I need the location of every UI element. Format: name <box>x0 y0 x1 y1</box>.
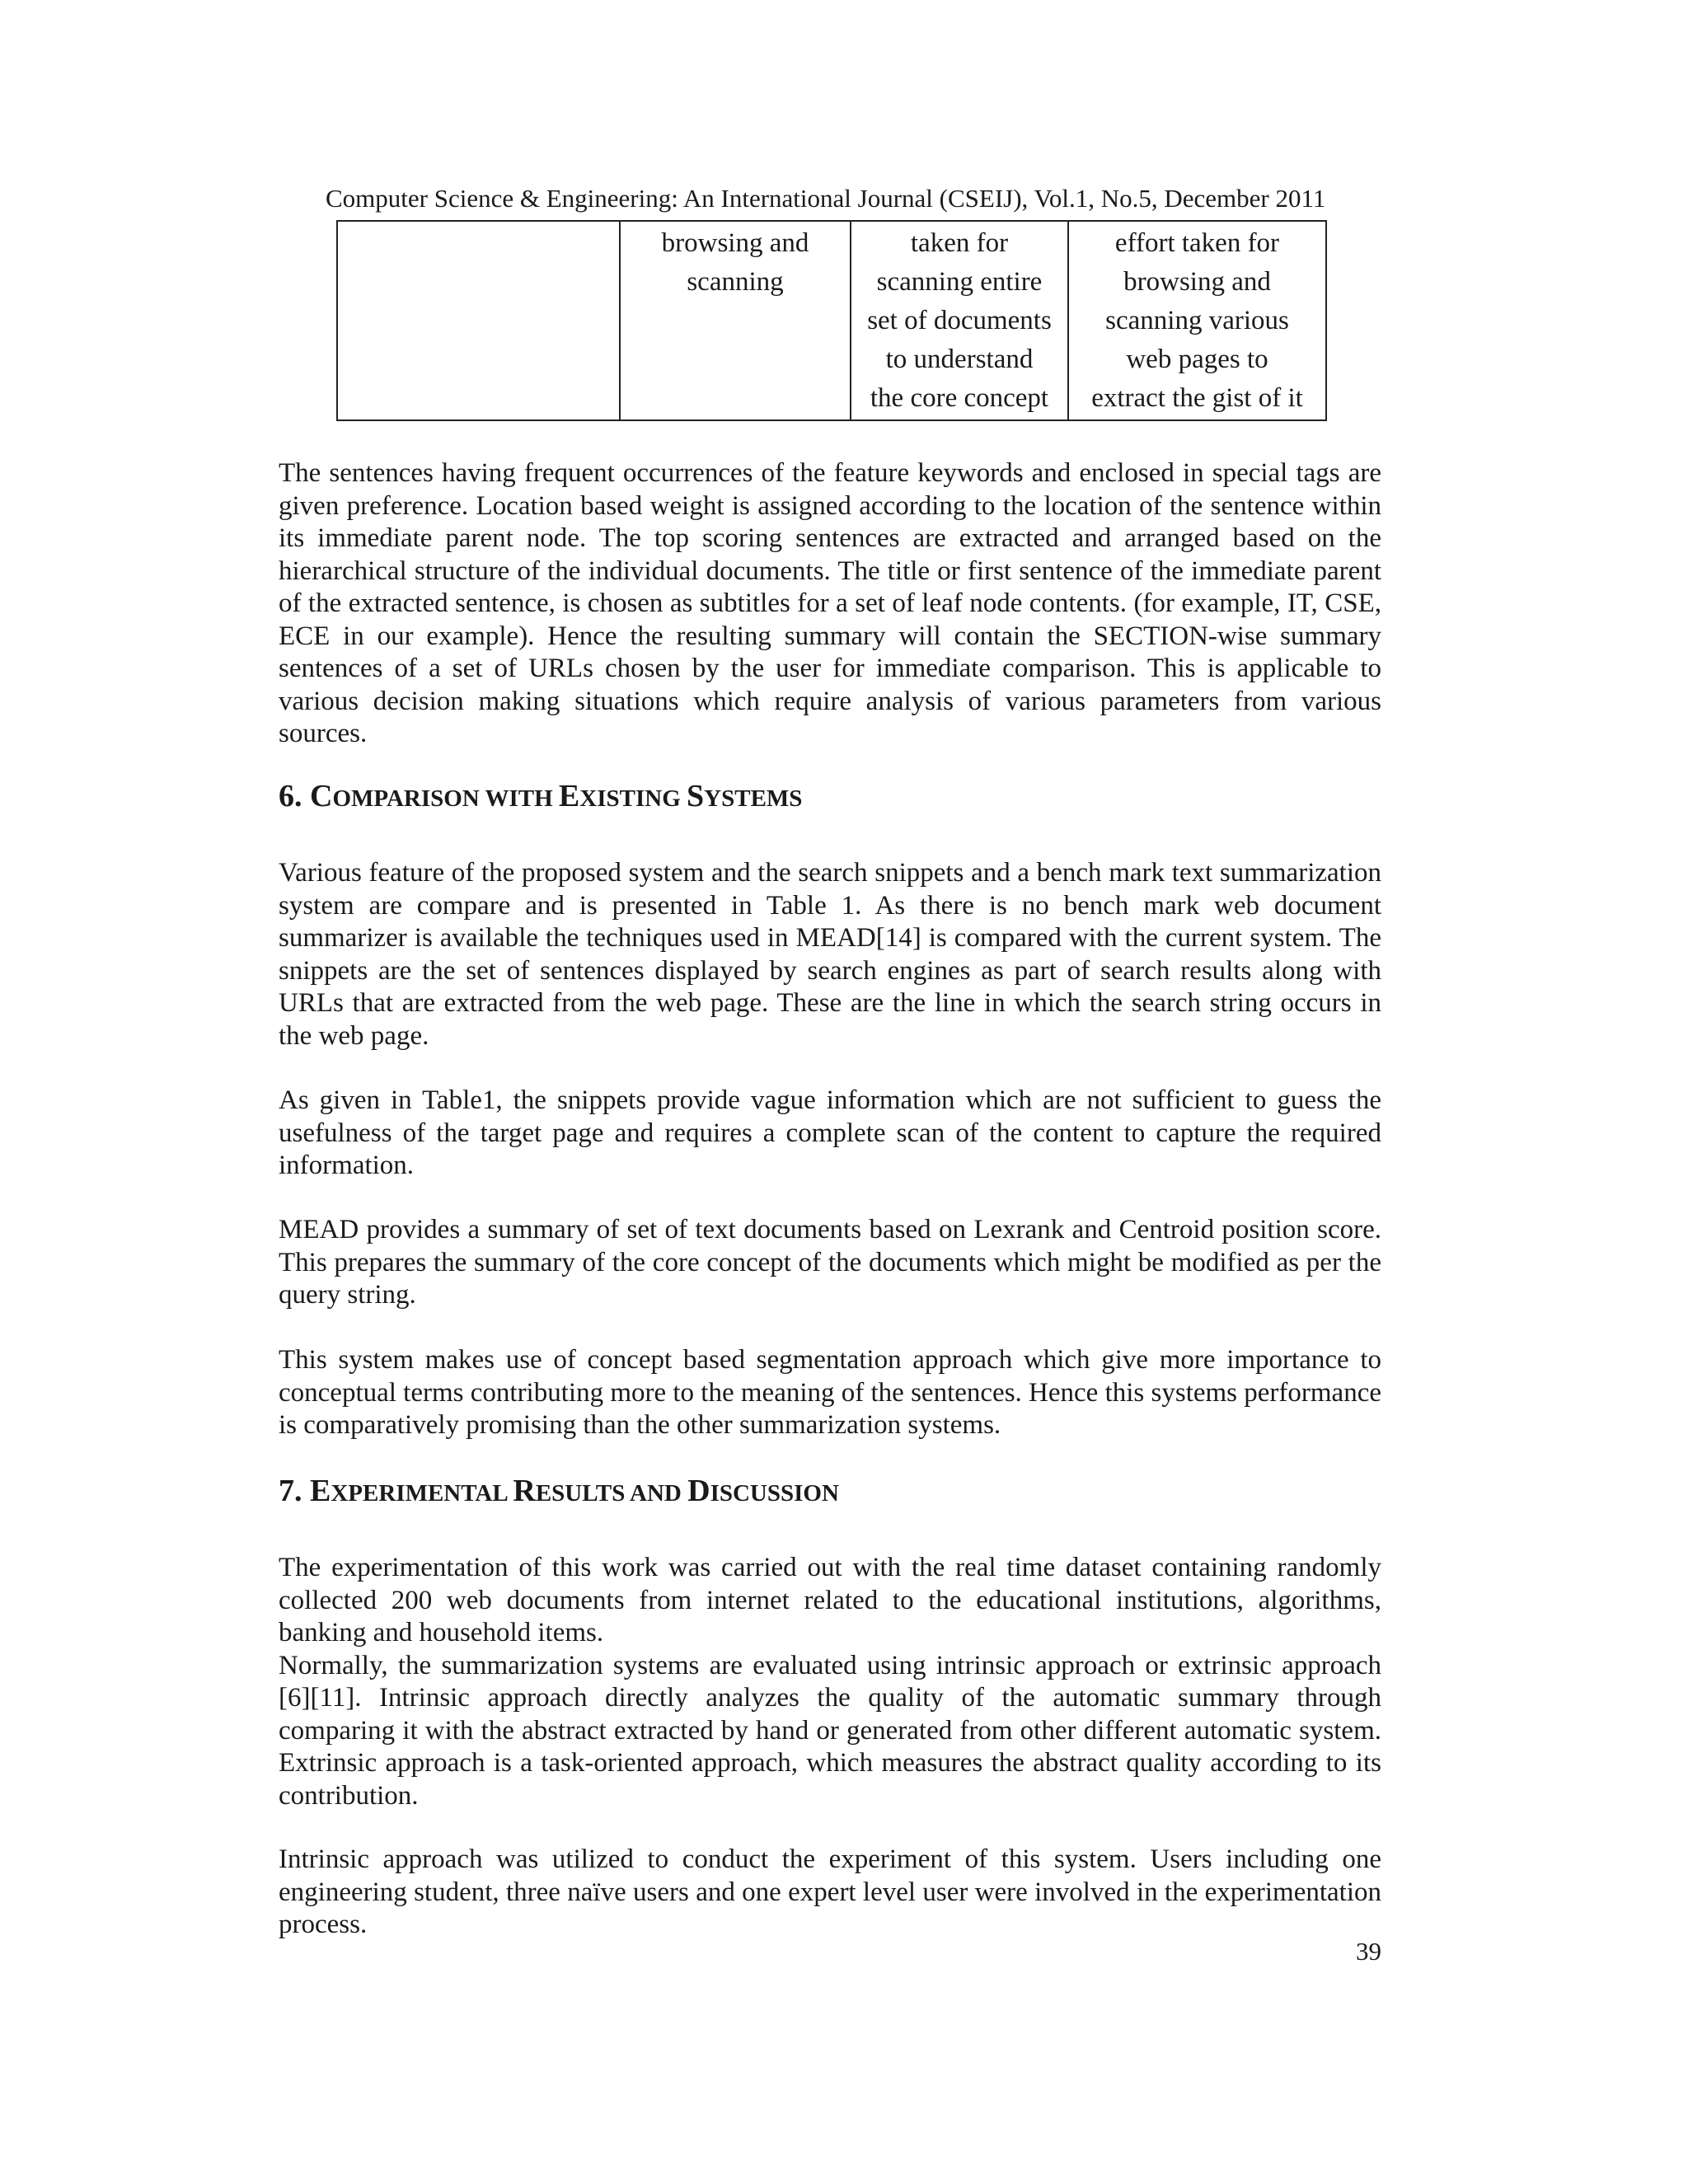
paragraph-text: MEAD provides a summary of set of text documents based on Lexrank and Centroid position score. This prepares the summary of the core concept of the documents which might be modified as per the query string. <box>279 1215 1381 1310</box>
paragraph-text: As given in Table1, the snippets provide vague information which are not sufficient to guess the usefulness of the target page and requires a complete scan of the content to capture the required information. <box>279 1085 1381 1180</box>
table-cell-line: set of documents <box>867 306 1052 335</box>
paragraph-comparison-intro <box>279 857 1381 1052</box>
section-heading-7 <box>279 1472 1381 1512</box>
paragraph-this-system <box>279 1344 1381 1442</box>
section-number: 7. <box>279 1474 310 1508</box>
section-title-rest: YSTEMS <box>704 785 803 812</box>
comparison-table-continuation <box>336 220 1327 421</box>
paragraph-text: The experimentation of this work was carried out with the real time dataset containing randomly collected 200 web documents from internet related to the educational institutions, algorithms, banking and household items. <box>279 1553 1381 1647</box>
page-number: 39 <box>1356 1937 1381 1966</box>
table-cell-line: effort taken for <box>1114 228 1280 258</box>
table-cell-line: web pages to <box>1126 344 1268 374</box>
table-cell-line: taken for <box>910 228 1009 258</box>
section-title-rest: XPERIMENTAL <box>331 1480 513 1507</box>
section-title-rest: XISTING <box>579 785 687 812</box>
table-cell-line: to understand <box>885 344 1034 374</box>
table-cell-proposed-system <box>1068 221 1326 420</box>
section-title-rest: OMPARISON WITH <box>332 785 559 812</box>
paragraph-text: Intrinsic approach was utilized to conduct the experiment of this system. Users including one engineering student, three naïve users and one expert level user were involved in the experimentation process. <box>279 1844 1381 1939</box>
section-heading-6 <box>279 777 1381 818</box>
section-title-initial: D <box>687 1474 710 1508</box>
section-title-initial: E <box>310 1474 331 1508</box>
table-cell-feature <box>337 221 620 420</box>
paragraph-text: The sentences having frequent occurrences of the feature keywords and enclosed in special tags are given preference. Location based weight is assigned according to the location of the sentence within its immediate parent node. The top scoring sentences are extracted and arranged based on the hierarchical structure of the individual documents. The title or first sentence of the immediate parent of the extracted sentence, is chosen as subtitles for a set of leaf node contents. (for example, IT, CSE, ECE in our example). Hence the resulting summary will contain the SECTION-wise summary sentences of a set of URLs chosen by the user for immediate comparison. This is applicable to various decision making situations which require analysis of various parameters from various sources. <box>279 458 1381 748</box>
paragraph-text: This system makes use of concept based segmentation approach which give more importance to conceptual terms contributing more to the meaning of the sentences. Hence this systems performance is comparatively promising than the other summarization systems. <box>279 1345 1381 1440</box>
paragraph-snippets <box>279 1085 1381 1183</box>
table-cell-line: browsing and <box>661 228 809 258</box>
table-cell-line: browsing and <box>1123 267 1271 297</box>
paragraph-mead <box>279 1214 1381 1312</box>
section-title-initial: S <box>687 779 705 813</box>
section-title-rest: ISCUSSION <box>710 1480 839 1507</box>
paragraph-text: Various feature of the proposed system and the search snippets and a bench mark text summarization system are compare and is presented in Table 1. As there is no bench mark web document summarizer is available the techniques used in MEAD[14] is compared with the current system. The snippets are the set of sentences displayed by search engines as part of search results along with URLs that are extracted from the web page. These are the line in which the search string occurs in the web page. <box>279 858 1381 1051</box>
table-cell-line: scanning <box>687 267 784 297</box>
section-number: 6. <box>279 779 310 813</box>
paragraph-experimentation <box>279 1552 1381 1812</box>
table-cell-line: scanning various <box>1105 306 1289 335</box>
section-title-initial: R <box>513 1474 536 1508</box>
table-cell-line: extract the gist of it <box>1091 383 1303 413</box>
section-title-initial: E <box>558 779 580 813</box>
section-title-initial: C <box>310 779 333 813</box>
table-cell-line: scanning entire <box>876 267 1043 297</box>
table-cell-mead <box>851 221 1068 420</box>
paragraph-text: Normally, the summarization systems are evaluated using intrinsic approach or extrinsic approach [6][11]. Intrinsic approach directly analyzes the quality of the automatic summary through comparing it with the abstract extracted by hand or generated from other different automatic system. Extrinsic approach is a task-oriented approach, which measures the abstract quality according to its contribution. <box>279 1650 1381 1811</box>
paragraph-sentence-weighting <box>279 457 1381 751</box>
paragraph-intrinsic-approach <box>279 1844 1381 1942</box>
section-title-rest: ESULTS AND <box>535 1480 688 1507</box>
table-cell-snippets <box>620 221 851 420</box>
table-cell-line: the core concept <box>870 383 1049 413</box>
journal-header: Computer Science & Engineering: An International Journal (CSEIJ), Vol.1, No.5, December 2011 <box>326 184 1326 213</box>
table-row <box>337 221 1326 420</box>
